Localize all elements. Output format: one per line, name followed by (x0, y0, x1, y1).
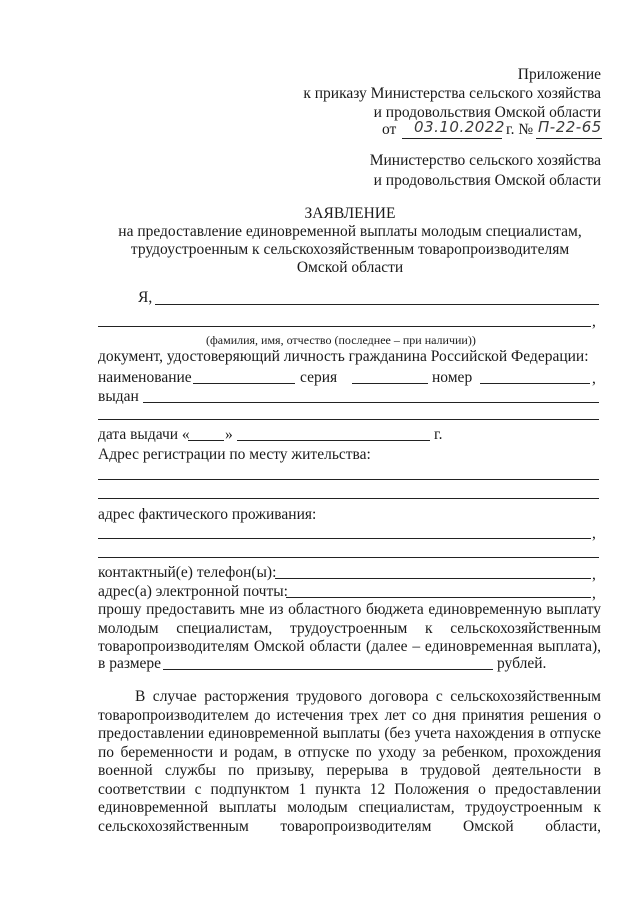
document-subtitle-3: Омской области (296, 259, 404, 276)
paragraph-line: соответствии с подпунктом 1 пункта 12 Положения о предоставлении (98, 780, 601, 798)
issue-date-close: » (225, 426, 233, 443)
phone-label: контактный(е) телефон(ы): (98, 564, 277, 581)
paragraph-line: единовременной выплаты молодым специалистам, трудоустроенным к (98, 799, 601, 816)
paragraph-line: сельскохозяйственным товаропроизводителям Омской области, (98, 817, 601, 835)
amount-label: в размере (98, 655, 162, 672)
fio-hint: (фамилия, имя, отчество (последнее – при наличии)) (206, 333, 476, 347)
appendix-label: Приложение (517, 66, 601, 83)
number-comma: , (592, 370, 596, 387)
document-subtitle-2: трудоустроенным к сельскохозяйственным товаропроизводителям (130, 241, 570, 258)
number-prefix: г. № (506, 121, 534, 138)
series-line[interactable] (352, 383, 428, 384)
series-label: серия (300, 369, 338, 386)
phone-line[interactable] (275, 578, 591, 579)
doc-name-line[interactable] (193, 383, 295, 384)
date-prefix: от (382, 121, 397, 138)
document-title: ЗАЯВЛЕНИЕ (304, 205, 396, 222)
number-label: номер (432, 369, 473, 386)
issue-month-year-line[interactable] (237, 440, 430, 441)
addressee-line2: и продовольствия Омской области (373, 172, 601, 189)
issue-date-label: дата выдачи « (98, 426, 190, 443)
number-line[interactable] (480, 383, 590, 384)
order-date-line (402, 138, 502, 139)
actual-address-line-2[interactable] (98, 557, 599, 558)
registration-address-line-1[interactable] (98, 479, 599, 480)
issued-by-line-1[interactable] (143, 402, 599, 403)
termination-paragraph (98, 688, 601, 836)
actual-address-line-1[interactable] (98, 538, 591, 539)
amount-line[interactable] (163, 669, 493, 670)
fio-comma: , (592, 313, 596, 330)
year-suffix: г. (434, 426, 443, 443)
fio-line-1[interactable] (155, 304, 599, 305)
id-document-label: документ, удостоверяющий личность гражданина Российской Федерации: (98, 348, 589, 365)
order-number-handwritten: П-22-65 (538, 118, 602, 136)
issued-by-line-2[interactable] (98, 419, 599, 420)
registration-address-label: Адрес регистрации по месту жительства: (98, 446, 371, 463)
paragraph-line: предоставлении единовременной выплаты (без учета нахождения в отпуске (98, 725, 601, 742)
issued-by-label: выдан (98, 388, 139, 405)
order-number-line (536, 138, 602, 139)
request-line: молодым специалистам, трудоустроенным к сельскохозяйственным (98, 619, 601, 637)
document-subtitle-1: на предоставление единовременной выплаты молодым специалистам, (118, 223, 582, 240)
actual-address-comma: , (592, 525, 596, 542)
paragraph-line: военной службы по призыву, перерыва в трудовой деятельности в (98, 762, 601, 779)
email-comma: , (592, 585, 596, 602)
email-label: адрес(а) электронной почты: (98, 583, 288, 600)
order-reference-line2: и продовольствия Омской области (373, 104, 601, 121)
doc-name-label: наименование (98, 369, 192, 386)
email-line[interactable] (286, 597, 591, 598)
ya-label: Я, (138, 289, 153, 306)
request-line: прошу предоставить мне из областного бюджета единовременную выплату (98, 601, 601, 618)
registration-address-line-2[interactable] (98, 498, 599, 499)
order-date-handwritten: 03.10.2022 (414, 118, 505, 136)
request-line: товаропроизводителям Омской области (далее – единовременная выплата), (98, 638, 601, 655)
fio-line-2[interactable] (98, 326, 591, 327)
addressee-line1: Министерство сельского хозяйства (369, 152, 601, 169)
request-text (98, 601, 601, 657)
actual-address-label: адрес фактического проживания: (98, 506, 317, 523)
issue-day-line[interactable] (188, 440, 224, 441)
phone-comma: , (592, 566, 596, 583)
paragraph-line: товаропроизводителем до истечения трех лет со дня принятия решения о (98, 706, 601, 724)
order-reference: к приказу Министерства сельского хозяйства (303, 85, 601, 102)
amount-suffix: рублей. (497, 655, 547, 672)
paragraph-line: В случае расторжения трудового договора с сельскохозяйственным (135, 688, 601, 705)
paragraph-line: по беременности и родам, в отпуске по уходу за ребенком, прохождения (98, 743, 601, 761)
